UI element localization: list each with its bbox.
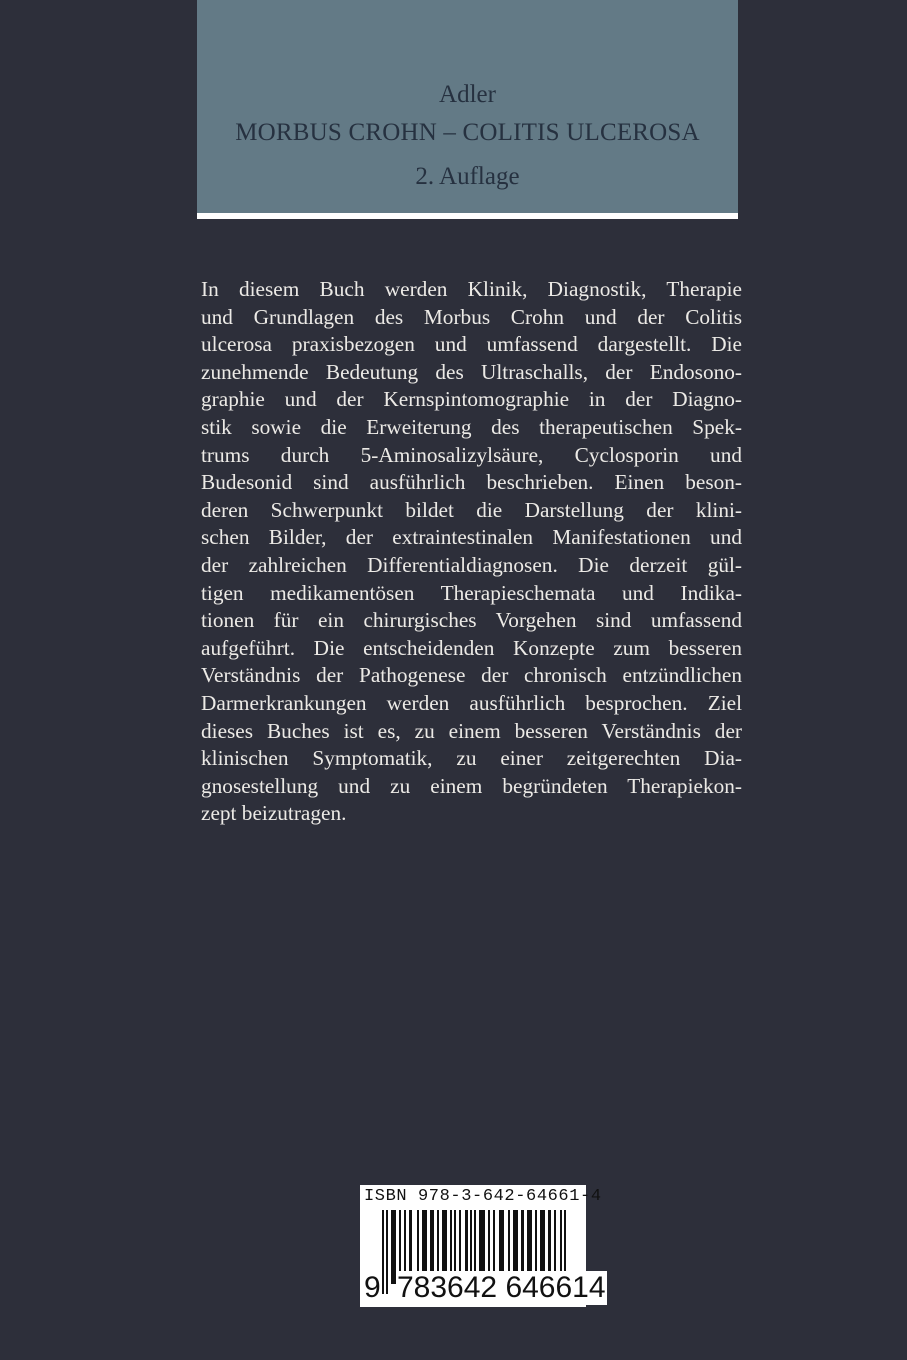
author-name: Adler [439,81,496,108]
isbn-barcode [360,1185,606,1307]
isbn-label: ISBN 978-3-642-64661-4 [364,1187,602,1206]
blurb-line: gnosestellung und zu einem begründeten Therapiekon- [201,773,742,798]
blurb-line: stik sowie die Erweiterung des therapeutischen Spek- [201,414,742,439]
blurb-line: In diesem Buch werden Klinik, Diagnostik, Therapie [201,277,742,301]
blurb-line: Darmerkrankungen werden ausführlich besprochen. Ziel [201,690,742,715]
blurb-line: der zahlreichen Differentialdiagnosen. Die derzeit gül- [201,552,742,577]
edition-label: 2. Auflage [415,163,520,190]
blurb-line: dieses Buches ist es, zu einem besseren Verständnis der [201,718,742,743]
blurb-line: trums durch 5-Aminosalizylsäure, Cyclosporin und [201,442,742,467]
blurb-line: graphie und der Kernspintomographie in der Diagno- [201,387,742,412]
blurb-line: aufgeführt. Die entscheidenden Konzepte zum besseren [201,635,742,660]
header-divider [197,213,738,219]
blurb-line: deren Schwerpunkt bildet die Darstellung der klini- [201,497,742,522]
blurb-text [201,276,742,828]
blurb-line: zunehmende Bedeutung des Ultraschalls, der Endosono- [201,359,742,384]
blurb-line: und Grundlagen des Morbus Crohn und der Colitis [201,304,742,329]
blurb-line: ulcerosa praxisbezogen und umfassend dargestellt. Die [201,332,742,357]
blurb-line: schen Bilder, der extraintestinalen Manifestationen und [201,525,742,550]
ean-digits: 783642 646614 [397,1271,606,1304]
blurb-line: tigen medikamentösen Therapieschemata und Indika- [201,580,742,605]
blurb-line: klinischen Symptomatik, zu einer zeitgerechten Dia- [201,746,742,771]
blurb-line: Verständnis der Pathogenese der chronisch entzündlichen [201,663,742,688]
ean-first-digit: 9 [364,1271,381,1304]
blurb-line: Budesonid sind ausführlich beschrieben. Einen beson- [201,470,742,495]
blurb-line: zept beizutragen. [201,801,347,826]
blurb-line: tionen für ein chirurgisches Vorgehen sind umfassend [201,608,742,633]
book-title: MORBUS CROHN – COLITIS ULCEROSA [235,119,700,146]
